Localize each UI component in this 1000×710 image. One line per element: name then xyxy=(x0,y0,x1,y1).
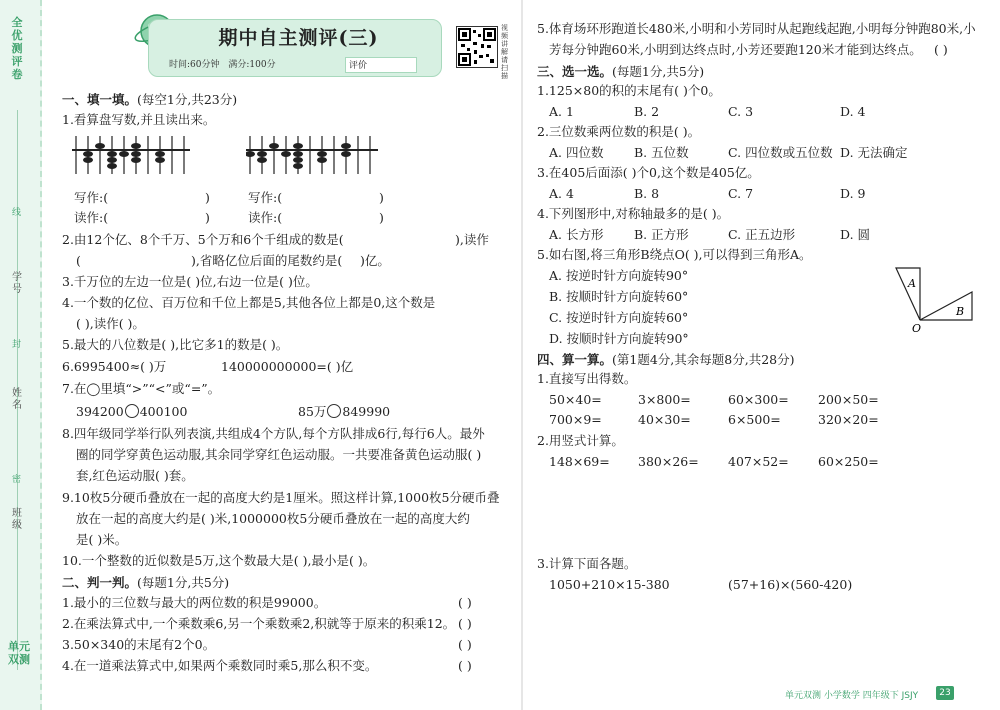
section-title: 三、选一选。 xyxy=(537,64,613,79)
read-close-1[interactable]: ) xyxy=(205,210,210,225)
strip-mark-feng: 封 xyxy=(12,340,22,350)
question-5: 5.最大的八位数是( ),比它多1的数是( )。 xyxy=(62,337,289,352)
read-label-1: 读作:( xyxy=(74,210,109,225)
judge-2-answer[interactable]: ( ) xyxy=(458,616,472,631)
mixed-item-1: 1050+210×15-380 xyxy=(549,577,670,592)
page-number: 23 xyxy=(936,686,954,700)
compare-a xyxy=(76,403,187,421)
abacus-2 xyxy=(246,134,386,176)
qr-caption: 视频讲解请扫描 xyxy=(501,24,508,80)
choice-2-option-d[interactable]: D. 无法确定 xyxy=(840,145,908,160)
vertical-item-3: 407×52= xyxy=(728,454,789,469)
section-judge xyxy=(62,573,229,591)
judge-3-answer[interactable]: ( ) xyxy=(458,637,472,652)
question-9-line-2: 放在一起的高度大约是( )米,1000000枚5分硬币叠放在一起的高度大约 xyxy=(76,511,470,526)
time-label: 时间:60分钟 xyxy=(169,60,220,70)
judge-2: 2.在乘法算式中,一个乘数乘6,另一个乘数乘2,积就等于原来的积乘12。 xyxy=(62,616,456,631)
section-choose xyxy=(537,62,704,80)
figure-label-b: B xyxy=(956,305,965,318)
choice-3-option-b[interactable]: B. 8 xyxy=(634,186,660,201)
mixed-item-2: (57+16)×(560-420) xyxy=(728,577,853,592)
choice-5-option-c[interactable]: C. 按逆时针方向旋转60° xyxy=(549,310,689,325)
write-label-1: 写作:( xyxy=(74,190,109,205)
section-title: 四、算一算。 xyxy=(537,352,613,367)
write-label-2: 写作:( xyxy=(248,190,283,205)
choice-2-option-a[interactable]: A. 四位数 xyxy=(549,145,604,160)
section-subtitle: (每题1分,共5分) xyxy=(612,64,705,79)
choice-4: 4.下列图形中,对称轴最多的是( )。 xyxy=(537,206,730,221)
score-label: 满分:100分 xyxy=(228,60,276,70)
choice-5-option-b[interactable]: B. 按顺时针方向旋转60° xyxy=(549,289,689,304)
page-title: 期中自主测评(三) xyxy=(218,27,379,49)
question-2-line-2-end: )亿。 xyxy=(360,253,390,268)
calc-item-2: 3×800= xyxy=(638,392,691,407)
write-close-2[interactable]: ) xyxy=(379,190,384,205)
rotation-figure xyxy=(886,262,976,334)
vertical-item-2: 380×26= xyxy=(638,454,699,469)
abacus-1 xyxy=(72,134,194,176)
section-title: 一、填一填。 xyxy=(62,92,138,107)
judge-1: 1.最小的三位数与最大的两位数的积是99000。 xyxy=(62,595,327,610)
section-subtitle: (每空1分,共23分) xyxy=(137,92,238,107)
calc-item-3: 60×300= xyxy=(728,392,789,407)
choice-1-option-b[interactable]: B. 2 xyxy=(634,104,660,119)
question-2-line-2-start: ( xyxy=(76,253,81,268)
section-title: 二、判一判。 xyxy=(62,575,138,590)
choice-1: 1.125×80的积的末尾有( )个0。 xyxy=(537,83,721,98)
label-xingming: 姓名 xyxy=(12,388,22,411)
read-close-2[interactable]: ) xyxy=(379,210,384,225)
question-1: 1.看算盘写数,并且读出来。 xyxy=(62,112,216,127)
question-8-line-1: 8.四年级同学举行队列表演,共组成4个方队,每个方队排成6行,每行6人。最外 xyxy=(62,426,485,441)
page-fold xyxy=(521,0,523,710)
read-label-2: 读作:( xyxy=(248,210,283,225)
calc-item-4: 200×50= xyxy=(818,392,879,407)
compare-b-right: 849990 xyxy=(342,404,391,419)
question-9-line-3: 是( )米。 xyxy=(76,532,128,547)
question-4-line-2: ( ),读作( )。 xyxy=(76,316,145,331)
choice-2-option-c[interactable]: C. 四位数或五位数 xyxy=(728,145,833,160)
label-banji: 班级 xyxy=(12,508,22,531)
judge-4: 4.在一道乘法算式中,如果两个乘数同时乘5,那么积不变。 xyxy=(62,658,378,673)
choice-3-option-a[interactable]: A. 4 xyxy=(549,186,574,201)
compare-a-left: 394200 xyxy=(76,404,124,419)
strip-mark-xian: 线 xyxy=(12,208,22,218)
calc-1: 1.直接写出得数。 xyxy=(537,371,637,386)
calc-item-7: 6×500= xyxy=(728,412,781,427)
figure-label-o: O xyxy=(912,322,922,334)
choice-3-option-c[interactable]: C. 7 xyxy=(728,186,754,201)
vertical-item-4: 60×250= xyxy=(818,454,879,469)
vertical-item-1: 148×69= xyxy=(549,454,610,469)
binding-strip xyxy=(0,0,42,710)
choice-3-option-d[interactable]: D. 9 xyxy=(840,186,866,201)
question-4-line-1: 4.一个数的亿位、百万位和千位上都是5,其他各位上都是0,这个数是 xyxy=(62,295,436,310)
header-meta xyxy=(169,57,282,73)
question-8-line-2: 圈的同学穿黄色运动服,其余同学穿红色运动服。一共要准备黄色运动服( ) xyxy=(76,447,482,462)
brand-logo: 单元 双测 xyxy=(8,640,30,666)
section-subtitle: (第1题4分,其余每题8分,共28分) xyxy=(612,352,795,367)
footer-text: 单元双测 小学数学 四年级下 JSJY xyxy=(785,691,919,701)
choice-4-option-c[interactable]: C. 正五边形 xyxy=(728,227,796,242)
evaluation-box[interactable]: 评价 xyxy=(345,57,417,73)
choice-4-option-b[interactable]: B. 正方形 xyxy=(634,227,689,242)
choice-4-option-d[interactable]: D. 圆 xyxy=(840,227,871,242)
qr-code-icon[interactable] xyxy=(456,26,498,68)
judge-5-line-1: 5.体育场环形跑道长480米,小明和小芳同时从起跑线起跑,小明每分钟跑80米,小 xyxy=(537,21,976,36)
question-6a: 6.6995400≈( )万 xyxy=(62,359,167,374)
strip-title: 全优测评卷 xyxy=(11,16,23,81)
strip-mark-mi: 密 xyxy=(12,475,22,485)
judge-5-line-2: 芳每分钟跑60米,小明到达终点时,小芳还要跑120米才能到达终点。 xyxy=(549,42,922,57)
calc-item-1: 50×40= xyxy=(549,392,602,407)
choice-5-option-a[interactable]: A. 按逆时针方向旋转90° xyxy=(549,268,689,283)
question-2-line-1: 2.由12个亿、8个千万、5个万和6个千组成的数是( xyxy=(62,232,344,247)
choice-2: 2.三位数乘两位数的积是( )。 xyxy=(537,124,701,139)
choice-1-option-a[interactable]: A. 1 xyxy=(549,104,574,119)
calc-item-6: 40×30= xyxy=(638,412,691,427)
compare-circle-b[interactable] xyxy=(327,404,341,418)
judge-3: 3.50×340的末尾有2个0。 xyxy=(62,637,216,652)
question-6b: 140000000000=( )亿 xyxy=(221,359,354,374)
question-2-line-1-end: ),读作 xyxy=(455,232,489,247)
choice-1-option-c[interactable]: C. 3 xyxy=(728,104,754,119)
compare-b-left: 85万 xyxy=(298,404,327,419)
question-9-line-1: 9.10枚5分硬币叠放在一起的高度大约是1厘米。照这样计算,1000枚5分硬币叠 xyxy=(62,490,500,505)
calc-item-5: 700×9= xyxy=(549,412,602,427)
choice-5: 5.如右图,将三角形B绕点O( ),可以得到三角形A。 xyxy=(537,247,812,262)
label-xuehao: 学号 xyxy=(12,272,22,295)
choice-3: 3.在405后面添( )个0,这个数是405亿。 xyxy=(537,165,760,180)
choice-2-option-b[interactable]: B. 五位数 xyxy=(634,145,689,160)
calc-2: 2.用竖式计算。 xyxy=(537,433,624,448)
section-subtitle: (每题1分,共5分) xyxy=(137,575,230,590)
compare-circle-a[interactable] xyxy=(125,404,139,418)
question-2-line-2-mid: ),省略亿位后面的尾数约是( xyxy=(191,253,343,268)
judge-5-answer[interactable]: ( ) xyxy=(934,42,948,57)
choice-4-option-a[interactable]: A. 长方形 xyxy=(549,227,604,242)
compare-b xyxy=(298,403,390,421)
figure-label-a: A xyxy=(908,277,916,290)
choice-1-option-d[interactable]: D. 4 xyxy=(840,104,866,119)
write-close-1[interactable]: ) xyxy=(205,190,210,205)
choice-5-option-d[interactable]: D. 按顺时针方向旋转90° xyxy=(549,331,689,346)
compare-a-right: 400100 xyxy=(139,404,188,419)
section-calculate xyxy=(537,350,794,368)
calc-3: 3.计算下面各题。 xyxy=(537,556,637,571)
question-7: 7.在◯里填“>”“<”或“=”。 xyxy=(62,381,221,396)
question-3: 3.千万位的左边一位是( )位,右边一位是( )位。 xyxy=(62,274,318,289)
judge-4-answer[interactable]: ( ) xyxy=(458,658,472,673)
question-8-line-3: 套,红色运动服( )套。 xyxy=(76,468,194,483)
section-fill-in xyxy=(62,90,237,108)
calc-item-8: 320×20= xyxy=(818,412,879,427)
question-10: 10.一个整数的近似数是5万,这个数最大是( ),最小是( )。 xyxy=(62,553,376,568)
judge-1-answer[interactable]: ( ) xyxy=(458,595,472,610)
